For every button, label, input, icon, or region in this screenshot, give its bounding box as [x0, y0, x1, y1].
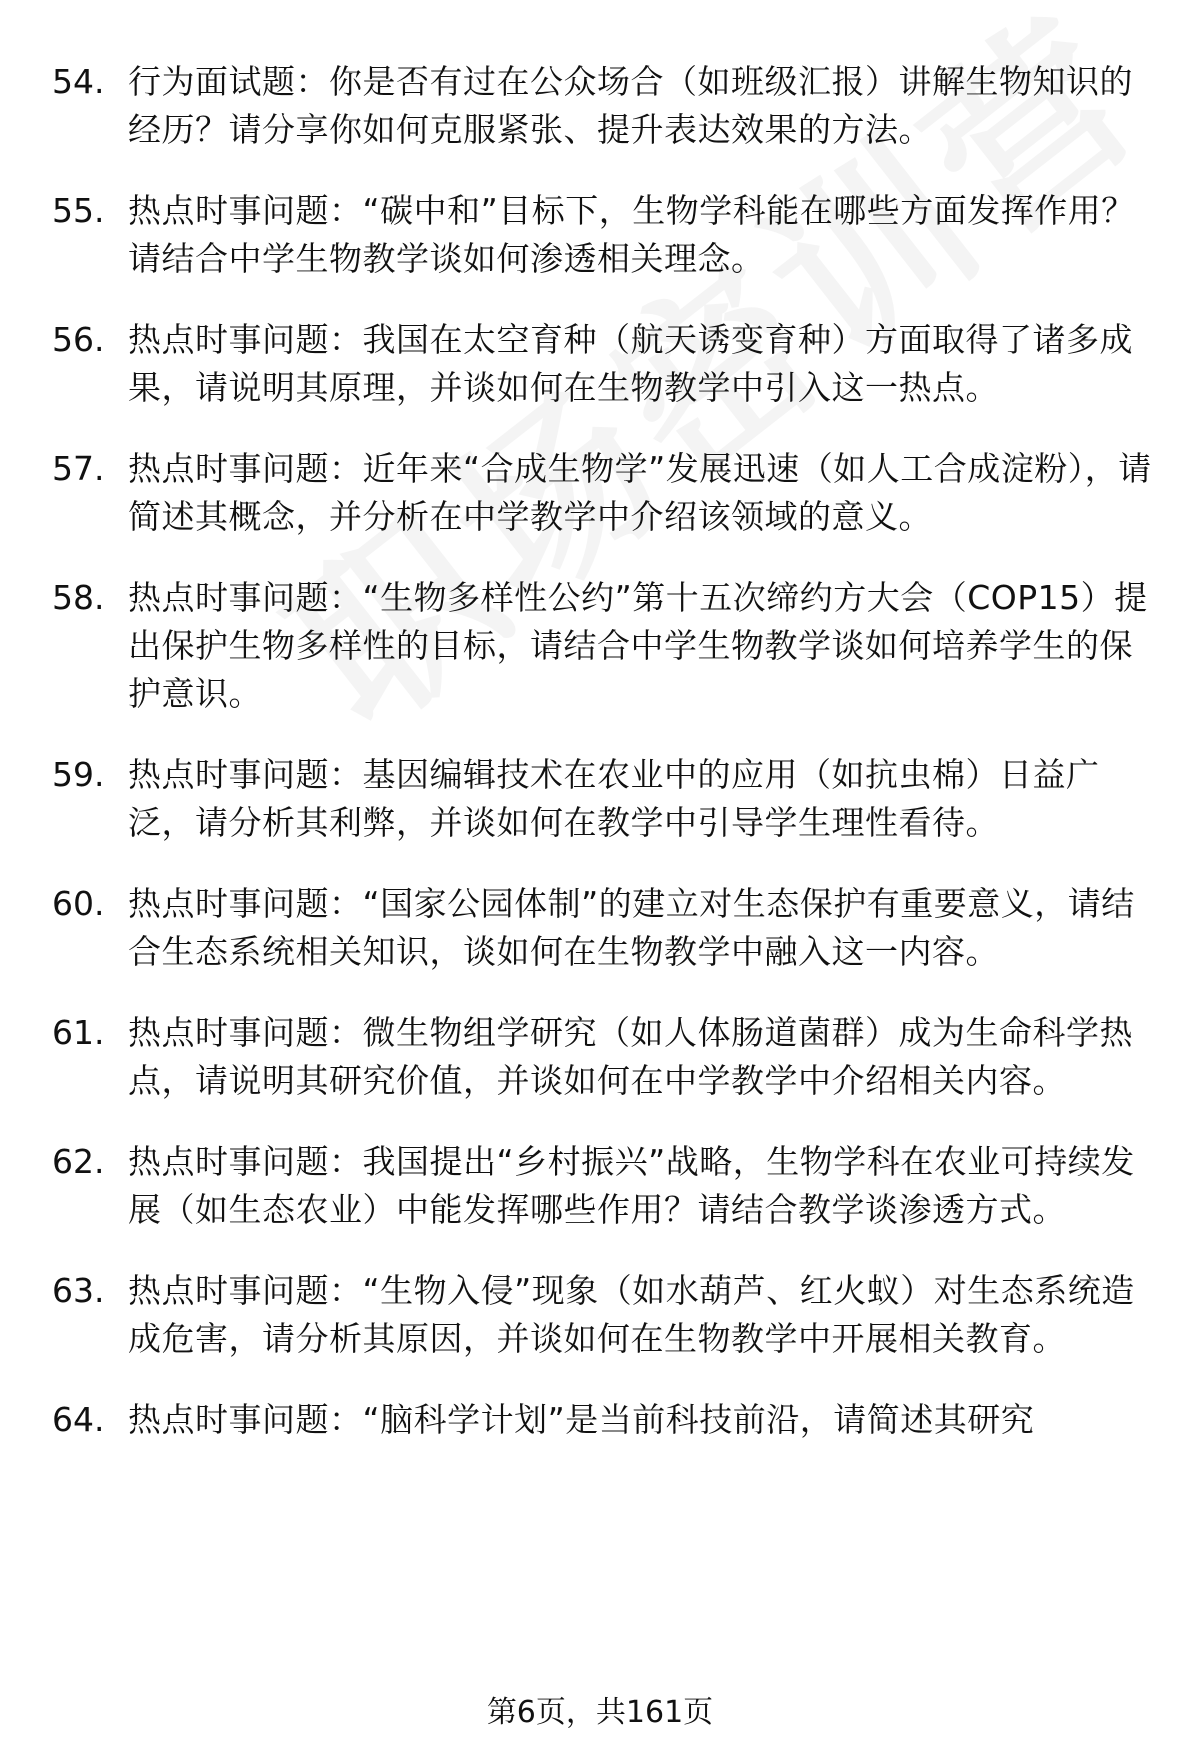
question-text: 行为面试题：你是否有过在公众场合（如班级汇报）讲解生物知识的经历？请分享你如何克服紧张、提升表达效果的方法。 — [128, 62, 1133, 149]
list-item — [52, 1009, 1152, 1105]
list-item — [52, 880, 1152, 976]
question-number: 57. — [52, 449, 105, 488]
list-item — [52, 1138, 1152, 1234]
question-list — [52, 58, 1152, 1477]
question-number: 54. — [52, 62, 105, 101]
list-item — [52, 1267, 1152, 1363]
page-footer: 第6页，共161页 — [486, 1695, 714, 1730]
question-text: 热点时事问题：“碳中和”目标下，生物学科能在哪些方面发挥作用？请结合中学生物教学谈如何渗透相关理念。 — [128, 191, 1135, 278]
question-text: 热点时事问题：近年来“合成生物学”发展迅速（如人工合成淀粉），请简述其概念，并分析在中学教学中介绍该领域的意义。 — [128, 449, 1152, 536]
list-item — [52, 574, 1152, 718]
question-text: 热点时事问题：我国在太空育种（航天诱变育种）方面取得了诸多成果，请说明其原理，并谈如何在生物教学中引入这一热点。 — [128, 320, 1133, 407]
list-item — [52, 751, 1152, 847]
question-text: 热点时事问题：基因编辑技术在农业中的应用（如抗虫棉）日益广泛，请分析其利弊，并谈如何在教学中引导学生理性看待。 — [128, 755, 1100, 842]
question-number: 64. — [52, 1400, 105, 1439]
question-text: 热点时事问题：“脑科学计划”是当前科技前沿，请简述其研究 — [128, 1400, 1035, 1439]
list-item — [52, 316, 1152, 412]
question-text: 热点时事问题：“生物多样性公约”第十五次缔约方大会（COP15）提出保护生物多样性的目标，请结合中学生物教学谈如何培养学生的保护意识。 — [128, 578, 1148, 713]
question-text: 热点时事问题：“生物入侵”现象（如水葫芦、红火蚁）对生态系统造成危害，请分析其原因，并谈如何在生物教学中开展相关教育。 — [128, 1271, 1135, 1358]
list-item — [52, 187, 1152, 283]
question-number: 61. — [52, 1013, 105, 1052]
question-number: 63. — [52, 1271, 105, 1310]
question-number: 60. — [52, 884, 105, 923]
list-item — [52, 1396, 1152, 1444]
list-item — [52, 445, 1152, 541]
question-number: 58. — [52, 578, 105, 617]
question-number: 59. — [52, 755, 105, 794]
question-number: 62. — [52, 1142, 105, 1181]
question-number: 56. — [52, 320, 105, 359]
question-number: 55. — [52, 191, 105, 230]
question-text: 热点时事问题：微生物组学研究（如人体肠道菌群）成为生命科学热点，请说明其研究价值，并谈如何在中学教学中介绍相关内容。 — [128, 1013, 1133, 1100]
question-text: 热点时事问题：“国家公园体制”的建立对生态保护有重要意义，请结合生态系统相关知识，谈如何在生物教学中融入这一内容。 — [128, 884, 1135, 971]
list-item — [52, 58, 1152, 154]
question-text: 热点时事问题：我国提出“乡村振兴”战略，生物学科在农业可持续发展（如生态农业）中能发挥哪些作用？请结合教学谈渗透方式。 — [128, 1142, 1135, 1229]
